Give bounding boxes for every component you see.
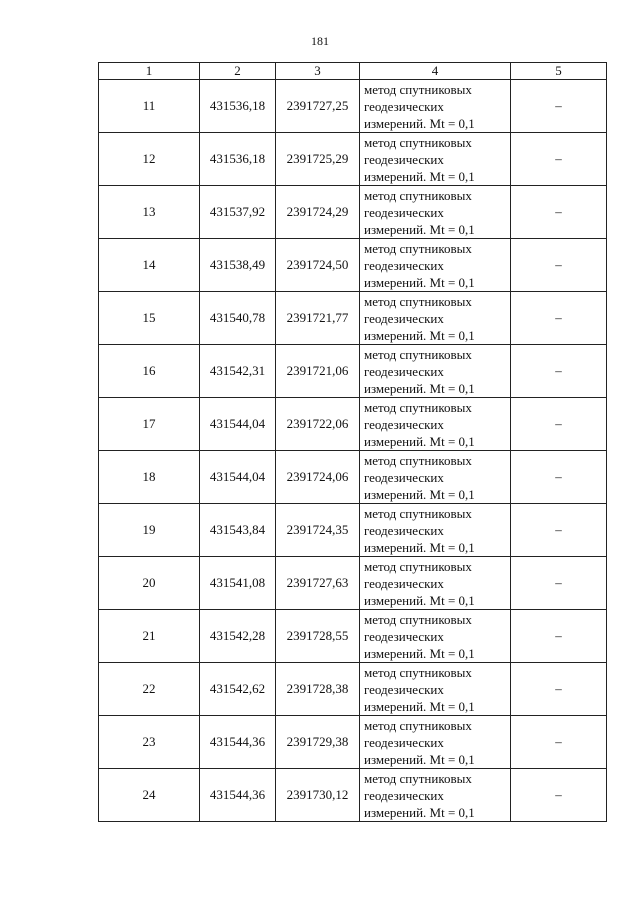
table-row — [99, 451, 607, 504]
method-line: метод спутниковых — [364, 134, 472, 150]
note-cell: – — [511, 345, 607, 398]
x-coordinate-cell: 431540,78 — [200, 292, 276, 345]
y-coordinate-cell: 2391727,63 — [276, 557, 360, 610]
method-line: измерений. Mt = 0,1 — [364, 327, 475, 343]
table-row — [99, 345, 607, 398]
table-row — [99, 610, 607, 663]
point-number-cell: 23 — [99, 716, 200, 769]
method-line: метод спутниковых — [364, 717, 472, 733]
note-cell: – — [511, 557, 607, 610]
x-coordinate-cell: 431542,31 — [200, 345, 276, 398]
x-coordinate-cell: 431536,18 — [200, 80, 276, 133]
y-coordinate-cell: 2391724,50 — [276, 239, 360, 292]
table-row — [99, 398, 607, 451]
header-cell-2: 2 — [200, 63, 276, 80]
method-line: геодезических — [364, 98, 444, 114]
method-line: метод спутниковых — [364, 770, 472, 786]
point-number-cell: 12 — [99, 133, 200, 186]
method-line: геодезических — [364, 363, 444, 379]
method-line: метод спутниковых — [364, 187, 472, 203]
y-coordinate-cell: 2391724,35 — [276, 504, 360, 557]
method-line: метод спутниковых — [364, 505, 472, 521]
method-line: измерений. Mt = 0,1 — [364, 698, 475, 714]
method-line: геодезических — [364, 522, 444, 538]
header-cell-3: 3 — [276, 63, 360, 80]
method-line: измерений. Mt = 0,1 — [364, 380, 475, 396]
x-coordinate-cell: 431541,08 — [200, 557, 276, 610]
x-coordinate-cell: 431538,49 — [200, 239, 276, 292]
y-coordinate-cell: 2391725,29 — [276, 133, 360, 186]
x-coordinate-cell: 431543,84 — [200, 504, 276, 557]
table-row — [99, 80, 607, 133]
point-number-cell: 18 — [99, 451, 200, 504]
method-cell — [360, 239, 511, 292]
point-number-cell: 19 — [99, 504, 200, 557]
table-row — [99, 186, 607, 239]
method-line: измерений. Mt = 0,1 — [364, 115, 475, 131]
point-number-cell: 24 — [99, 769, 200, 822]
method-cell — [360, 80, 511, 133]
point-number-cell: 20 — [99, 557, 200, 610]
x-coordinate-cell: 431542,62 — [200, 663, 276, 716]
method-line: измерений. Mt = 0,1 — [364, 221, 475, 237]
method-line: геодезических — [364, 469, 444, 485]
point-number-cell: 11 — [99, 80, 200, 133]
method-line: измерений. Mt = 0,1 — [364, 592, 475, 608]
table-row — [99, 292, 607, 345]
note-cell: – — [511, 769, 607, 822]
method-line: геодезических — [364, 681, 444, 697]
method-line: геодезических — [364, 151, 444, 167]
x-coordinate-cell: 431537,92 — [200, 186, 276, 239]
note-cell: – — [511, 398, 607, 451]
method-line: геодезических — [364, 310, 444, 326]
y-coordinate-cell: 2391724,29 — [276, 186, 360, 239]
method-cell — [360, 716, 511, 769]
y-coordinate-cell: 2391730,12 — [276, 769, 360, 822]
point-number-cell: 17 — [99, 398, 200, 451]
table-row — [99, 716, 607, 769]
table-row — [99, 133, 607, 186]
note-cell: – — [511, 610, 607, 663]
method-cell — [360, 133, 511, 186]
note-cell: – — [511, 239, 607, 292]
x-coordinate-cell: 431544,36 — [200, 769, 276, 822]
method-cell — [360, 557, 511, 610]
point-number-cell: 14 — [99, 239, 200, 292]
method-cell — [360, 610, 511, 663]
method-line: метод спутниковых — [364, 240, 472, 256]
method-line: геодезических — [364, 416, 444, 432]
method-line: геодезических — [364, 734, 444, 750]
page-number: 181 — [311, 34, 329, 48]
note-cell: – — [511, 663, 607, 716]
y-coordinate-cell: 2391729,38 — [276, 716, 360, 769]
method-line: метод спутниковых — [364, 81, 472, 97]
table-row — [99, 557, 607, 610]
method-line: метод спутниковых — [364, 664, 472, 680]
note-cell: – — [511, 186, 607, 239]
note-cell: – — [511, 133, 607, 186]
method-cell — [360, 663, 511, 716]
y-coordinate-cell: 2391728,55 — [276, 610, 360, 663]
method-line: измерений. Mt = 0,1 — [364, 804, 475, 820]
method-line: метод спутниковых — [364, 399, 472, 415]
method-line: метод спутниковых — [364, 452, 472, 468]
method-cell — [360, 186, 511, 239]
note-cell: – — [511, 504, 607, 557]
point-number-cell: 16 — [99, 345, 200, 398]
method-cell — [360, 345, 511, 398]
coordinates-table — [98, 62, 607, 822]
note-cell: – — [511, 292, 607, 345]
x-coordinate-cell: 431542,28 — [200, 610, 276, 663]
y-coordinate-cell: 2391724,06 — [276, 451, 360, 504]
y-coordinate-cell: 2391728,38 — [276, 663, 360, 716]
table-row — [99, 663, 607, 716]
y-coordinate-cell: 2391721,77 — [276, 292, 360, 345]
method-line: метод спутниковых — [364, 293, 472, 309]
method-cell — [360, 504, 511, 557]
x-coordinate-cell: 431544,36 — [200, 716, 276, 769]
method-line: геодезических — [364, 204, 444, 220]
method-line: измерений. Mt = 0,1 — [364, 274, 475, 290]
table-row — [99, 504, 607, 557]
method-line: геодезических — [364, 787, 444, 803]
point-number-cell: 22 — [99, 663, 200, 716]
method-line: геодезических — [364, 257, 444, 273]
method-line: геодезических — [364, 575, 444, 591]
point-number-cell: 21 — [99, 610, 200, 663]
method-line: измерений. Mt = 0,1 — [364, 486, 475, 502]
method-cell — [360, 398, 511, 451]
point-number-cell: 13 — [99, 186, 200, 239]
method-cell — [360, 292, 511, 345]
table-body — [99, 80, 607, 822]
method-line: измерений. Mt = 0,1 — [364, 433, 475, 449]
method-line: измерений. Mt = 0,1 — [364, 751, 475, 767]
method-line: измерений. Mt = 0,1 — [364, 168, 475, 184]
method-line: метод спутниковых — [364, 558, 472, 574]
method-line: измерений. Mt = 0,1 — [364, 645, 475, 661]
note-cell: – — [511, 80, 607, 133]
x-coordinate-cell: 431544,04 — [200, 398, 276, 451]
header-row — [99, 63, 607, 80]
method-line: метод спутниковых — [364, 611, 472, 627]
table-row — [99, 239, 607, 292]
method-line: измерений. Mt = 0,1 — [364, 539, 475, 555]
method-cell — [360, 769, 511, 822]
x-coordinate-cell: 431536,18 — [200, 133, 276, 186]
header-cell-5: 5 — [511, 63, 607, 80]
point-number-cell: 15 — [99, 292, 200, 345]
method-cell — [360, 451, 511, 504]
y-coordinate-cell: 2391727,25 — [276, 80, 360, 133]
header-cell-1: 1 — [99, 63, 200, 80]
y-coordinate-cell: 2391722,06 — [276, 398, 360, 451]
header-cell-4: 4 — [360, 63, 511, 80]
method-line: метод спутниковых — [364, 346, 472, 362]
x-coordinate-cell: 431544,04 — [200, 451, 276, 504]
y-coordinate-cell: 2391721,06 — [276, 345, 360, 398]
note-cell: – — [511, 451, 607, 504]
note-cell: – — [511, 716, 607, 769]
table-row — [99, 769, 607, 822]
method-line: геодезических — [364, 628, 444, 644]
